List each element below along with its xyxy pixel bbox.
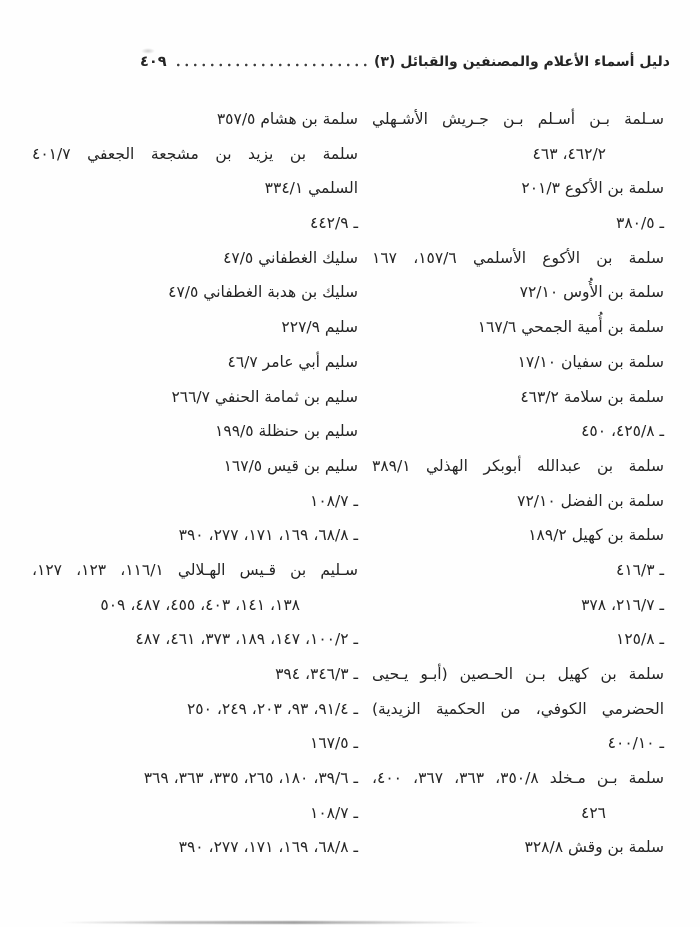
index-entry-line: ٤٦٢/٢، ٤٦٣: [532, 144, 606, 163]
index-entry-line: سلمة بن كهيل ١٨٩/٢: [528, 526, 664, 545]
index-entry-line: سلمة بن سلامة ٤٦٣/٢: [520, 387, 664, 406]
index-entry-line: سلمة بن هشام ٣٥٧/٥: [216, 110, 358, 128]
index-entry-line: سليم بن ثمامة الحنفي ٢٦٦/٧: [171, 387, 358, 406]
index-entry-line: سليم بن حنظلة ١٩٩/٥: [215, 422, 358, 441]
dotted-leader: [174, 63, 367, 67]
index-entry-line: ـ ٣٤٦/٣، ٣٩٤: [275, 665, 358, 683]
index-entry-line: سليم بن قيس ١٦٧/٥: [223, 456, 358, 475]
header-title: دليل أسماء الأعلام والمصنفين والقبائل (٣): [373, 53, 670, 70]
index-entry-line: سليك الغطفاني ٤٧/٥: [223, 248, 358, 267]
index-entry-line: ـ ٢١٦/٧، ٣٧٨: [581, 595, 664, 614]
index-entry-line: سلمة بن أُمية الجمحي ١٦٧/٦: [477, 318, 664, 337]
index-entry-line: ـ ٤١٦/٣: [616, 560, 664, 579]
index-entry-line: سليم أبي عامر ٤٦/٧: [227, 352, 358, 371]
index-entry-line: ـ ١٢٥/٨: [616, 630, 664, 649]
index-entry-line: سلمة بن يزيد بن مشجعة الجعفي ٤٠١/٧: [32, 144, 358, 163]
index-entry-line: ـ ٤٢٥/٨، ٤٥٠: [581, 422, 664, 441]
page-curl-shadow: [58, 921, 488, 924]
index-entry-line: سلمة بن عبدالله أبوبكر الهذلي ٣٨٩/١: [372, 456, 664, 475]
index-entry-line: ـ ٤٠٠/١٠: [607, 734, 664, 753]
index-entry-line: الحضرمي الكوفي، من الحكمية الزيدية): [372, 699, 664, 718]
index-entry-line: ـ ١٠٨/٧: [310, 491, 358, 510]
page-header: [140, 52, 670, 72]
index-entry-line: ٤٢٦: [581, 803, 606, 822]
index-columns: [32, 102, 664, 865]
index-entry-line: سليك بن هدبة الغطفاني ٤٧/٥: [168, 283, 358, 302]
index-entry-line: سلمة بن الأكوع الأسلمي ١٥٧/٦، ١٦٧: [372, 248, 664, 267]
index-entry-line: ـ ١٠٠/٢، ١٤٧، ١٨٩، ٣٧٣، ٤٦١، ٤٨٧: [135, 630, 358, 649]
index-column-left: [32, 102, 358, 865]
index-entry-line: سلمة بن كهيل بـن الحـصين (أبـو يـحيى: [372, 665, 664, 683]
index-entry-line: ١٣٨، ١٤١، ٤٠٣، ٤٥٥، ٤٨٧، ٥٠٩: [100, 595, 300, 614]
index-entry-line: سليم ٢٢٧/٩: [281, 318, 358, 337]
index-entry-line: ـ ٣٨٠/٥: [616, 214, 664, 233]
index-entry-line: ـ ٩١/٤، ٩٣، ٢٠٣، ٢٤٩، ٢٥٠: [186, 699, 358, 718]
index-entry-line: سلمة بن الأكوع ٢٠١/٣: [521, 179, 664, 198]
index-entry-line: ـ ٦٨/٨، ١٦٩، ١٧١، ٢٧٧، ٣٩٠: [178, 526, 358, 545]
index-entry-line: ـ ٤٤٢/٩: [310, 214, 358, 233]
index-entry-line: ـ ٦٨/٨، ١٦٩، ١٧١، ٢٧٧، ٣٩٠: [178, 838, 358, 857]
index-column-right: [372, 102, 664, 865]
index-entry-line: سـليم بن قـيس الهـلالي ١١٦/١، ١٢٣، ١٢٧،: [32, 560, 358, 579]
index-entry-line: ـ ٣٩/٦، ١٨٠، ٢٦٥، ٣٣٥، ٣٦٣، ٣٦٩: [143, 769, 358, 788]
index-entry-line: السلمي ٣٣٤/١: [264, 179, 358, 198]
index-entry-line: سلمة بن الفضل ٧٢/١٠: [517, 491, 664, 510]
index-entry-line: ـ ١٠٨/٧: [310, 803, 358, 822]
index-entry-line: سلمة بـن مـخلد ٣٥٠/٨، ٣٦٣، ٣٦٧، ٤٠٠،: [372, 769, 664, 788]
page-number: ٤٠٩: [140, 54, 167, 70]
index-entry-line: سلمة بن وقش ٣٢٨/٨: [524, 838, 664, 857]
index-entry-line: سلمة بن الأُوس ٧٢/١٠: [519, 283, 664, 302]
index-entry-line: سلمة بن سفيان ١٧/١٠: [517, 352, 664, 371]
index-entry-line: سـلمة بـن أسـلم بـن جـريش الأشـهلي: [372, 110, 664, 128]
index-entry-line: ـ ١٦٧/٥: [310, 734, 358, 753]
